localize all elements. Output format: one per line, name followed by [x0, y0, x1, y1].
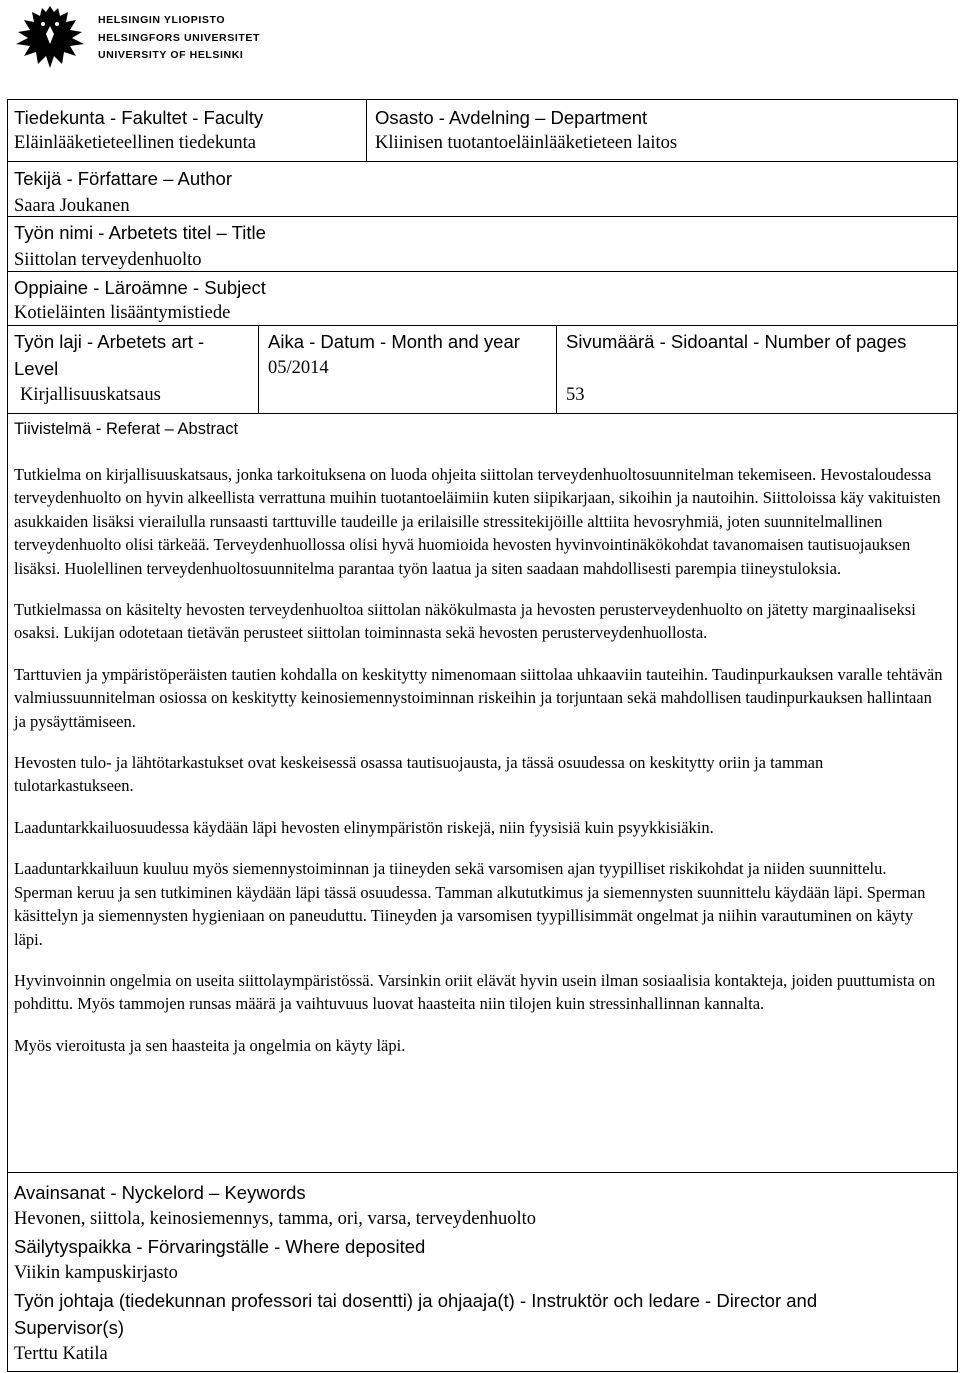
- supervisor-label-line2: Supervisor(s): [14, 1317, 124, 1338]
- logo-line-2: HELSINGFORS UNIVERSITET: [98, 31, 260, 44]
- department-label: Osasto - Avdelning – Department: [375, 107, 648, 128]
- date-value: 05/2014: [268, 358, 329, 378]
- table-border-left: [7, 99, 8, 1372]
- divider-faculty-dept: [366, 99, 367, 161]
- pages-value: 53: [566, 385, 585, 405]
- subject-label: Oppiaine - Läroämne - Subject: [14, 277, 266, 298]
- table-border-bottom: [7, 1371, 958, 1372]
- table-border-right: [957, 99, 958, 1372]
- deposited-value: Viikin kampuskirjasto: [14, 1263, 178, 1283]
- abstract-paragraph: Tarttuvien ja ympäristöperäisten tautien kohdalla on keskitytty nimenomaan siittolaa uhkaaviin tauteihin. Taudinpurkauksen varalle tehtävän valmiussuunnitelman osiossa on keskitytty keinosiemennystoiminnan riskeihin ja torjuntaan sekä mahdollisen taudinpurkauksen hallintaan ja pysäyttämiseen.: [14, 664, 943, 731]
- abstract-paragraph: Tutkielma on kirjallisuuskatsaus, jonka tarkoituksena on luoda ohjeita siittolan terveydenhuoltosuunnitelman tekemiseen. Hevostaloudessa terveydenhuolto on hyvin alkeellista verrattuna muihin tuotantoeläimiin kuten siipikarjaan, sikoihin ja nautoihin. Siittoloissa käy vakituisten asukkaiden lisäksi vierailulla runsaasti tarttuville taudeille ja erilaisille stressitekijöille alttiita hevosryhmiä, joten suunnitelmallinen terveydenhuolto olisi tärkeää. Terveydenhuollossa olisi hyvä huomioida hevosten hyvinvointinäkökohdat tavanomaisen tautisuojauksen lisäksi. Huolellinen terveydenhuoltosuunnitelma parantaa työn laatua ja siten saadaan mahdollisesti parempia tiineystuloksia.: [14, 465, 941, 578]
- level-value: Kirjallisuuskatsaus: [20, 385, 161, 405]
- divider-row-level: [7, 413, 958, 414]
- abstract-paragraph: Myös vieroitusta ja sen haasteita ja ongelmia on käyty läpi.: [14, 1035, 406, 1055]
- keywords-value: Hevonen, siittola, keinosiemennys, tamma, ori, varsa, terveydenhuolto: [14, 1209, 536, 1229]
- supervisor-value: Terttu Katila: [14, 1344, 108, 1364]
- author-label: Tekijä - Författare – Author: [14, 168, 232, 189]
- divider-level-date: [258, 325, 259, 413]
- divider-row-subject: [7, 325, 958, 326]
- divider-abstract-footer: [7, 1172, 958, 1173]
- subject-value: Kotieläinten lisääntymistiede: [14, 303, 231, 323]
- department-value: Kliinisen tuotantoeläinlääketieteen laitos: [375, 133, 678, 153]
- divider-row-author: [7, 216, 958, 217]
- logo-line-1: HELSINGIN YLIOPISTO: [98, 14, 226, 26]
- level-label-line1: Työn laji - Arbetets art -: [14, 331, 205, 352]
- divider-row-1: [7, 161, 958, 162]
- pages-label: Sivumäärä - Sidoantal - Number of pages: [566, 331, 907, 352]
- flame-logo-icon: [10, 4, 90, 70]
- faculty-value: Eläinlääketieteellinen tiedekunta: [14, 133, 256, 153]
- title-value: Siittolan terveydenhuolto: [14, 250, 202, 270]
- level-label-line2: Level: [14, 358, 59, 379]
- author-value: Saara Joukanen: [14, 196, 130, 216]
- logo-line-3: UNIVERSITY OF HELSINKI: [98, 49, 244, 61]
- abstract-paragraph: Hevosten tulo- ja lähtötarkastukset ovat keskeisessä osassa tautisuojausta, ja tässä osuudessa on keskitytty oriin ja tamman tulotarkastukseen.: [14, 753, 824, 796]
- abstract-paragraph: Tutkielmassa on käsitelty hevosten terveydenhuoltoa siittolan näkökulmasta ja hevosten perusterveydenhuolto on jätetty marginaaliseksi osaksi. Lukijan odotetaan tietävän perusteet siittolan toiminnasta sekä hevosten perusterveydenhuollosta.: [14, 600, 916, 643]
- divider-date-pages: [556, 325, 557, 413]
- deposited-label: Säilytyspaikka - Förvaringställe - Where deposited: [14, 1236, 426, 1257]
- abstract-paragraph: Laaduntarkkailuun kuuluu myös siemennystoiminnan ja tiineyden sekä varsomisen ajan tyypilliset riskikohdat ja niiden suunnittelu. Sperman keruu ja sen tutkiminen käydään läpi tässä osuudessa. Tamman alkututkimus ja siemennysten suunnittelu käydään läpi. Sperman käsittelyn ja siemennysten hygieniaan on paneuduttu. Tiineyden ja varsomisen tyypillisimmät ongelmat ja niihin varautuminen on käyty läpi.: [14, 859, 926, 949]
- faculty-label: Tiedekunta - Fakultet - Faculty: [14, 107, 264, 128]
- divider-row-title: [7, 271, 958, 272]
- logo-text: [98, 12, 260, 65]
- abstract-paragraph: Hyvinvoinnin ongelmia on useita siittolaympäristössä. Varsinkin oriit elävät hyvin usein ilman sosiaalisia kontakteja, joiden puuttumista on pohdittu. Myös tammojen runsas määrä ja vaihtuvuus luovat haasteita niin tilojen kuin stressinhallinnan kannalta.: [14, 970, 936, 1014]
- table-border-top: [7, 99, 958, 100]
- date-label: Aika - Datum - Month and year: [268, 331, 520, 352]
- university-logo: [10, 4, 260, 70]
- abstract-paragraph: Laaduntarkkailuosuudessa käydään läpi hevosten elinympäristön riskejä, niin fyysisiä kuin psyykkisiäkin.: [14, 817, 714, 837]
- supervisor-label-line1: Työn johtaja (tiedekunnan professori tai dosentti) ja ohjaaja(t) - Instruktör och ledare - Director and: [14, 1290, 818, 1311]
- footer-fields: [14, 1179, 944, 1368]
- keywords-label: Avainsanat - Nyckelord – Keywords: [14, 1182, 306, 1203]
- abstract-body: [14, 463, 944, 1075]
- abstract-label: Tiivistelmä - Referat – Abstract: [14, 420, 239, 438]
- title-label: Työn nimi - Arbetets titel – Title: [14, 222, 266, 243]
